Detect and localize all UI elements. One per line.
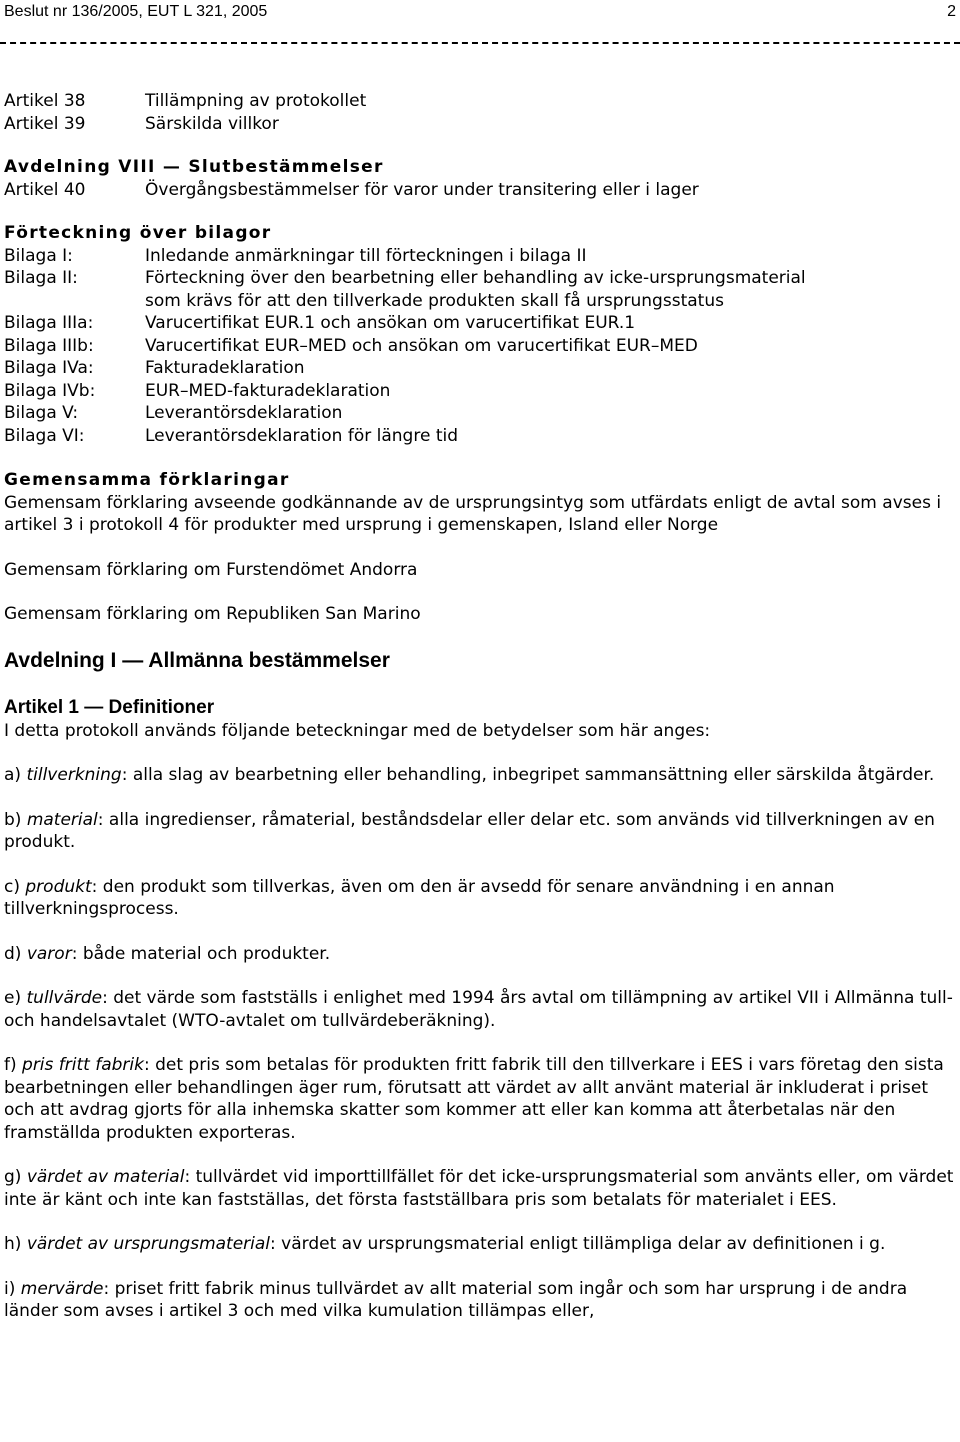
- annex-text-line: Förteckning över den bearbetning eller behandling av icke-ursprungsmaterial: [145, 268, 806, 288]
- toc-label: Artikel 38: [4, 91, 86, 111]
- toc-text: Särskilda villkor: [145, 113, 279, 134]
- definition-text: : alla slag av bearbetning eller behandling, inbegripet sammansättning eller särskilda åtgärder.: [121, 765, 935, 785]
- definition-term: värdet av material: [26, 1167, 185, 1187]
- document-body: [4, 90, 954, 1345]
- toc-row: [4, 113, 954, 136]
- definition-term: tullvärde: [26, 988, 103, 1008]
- definition-term: värdet av ursprungsmaterial: [26, 1234, 271, 1254]
- toc-row: [4, 179, 954, 202]
- annex-row: [4, 402, 954, 425]
- definition-item: [4, 1278, 954, 1323]
- toc-label: Artikel 39: [4, 113, 86, 134]
- definition-prefix: b): [4, 809, 27, 830]
- annex-label: Bilaga V:: [4, 403, 79, 423]
- definition-text: : värdet av ursprungsmaterial enligt tillämpliga delar av definitionen i g.: [270, 1234, 886, 1254]
- annex-text: Fakturadeklaration: [145, 358, 305, 378]
- definition-item: [4, 764, 954, 787]
- toc-row: [4, 90, 954, 113]
- part-heading: Avdelning I — Allmänna bestämmelser: [4, 648, 390, 672]
- header-divider: [0, 42, 960, 44]
- toc-label: Artikel 40: [4, 179, 86, 200]
- annex-text: Varucertifikat EUR.1 och ansökan om varucertifikat EUR.1: [145, 313, 636, 333]
- definition-text: : alla ingredienser, råmaterial, beståndsdelar eller delar etc. som används vid tillverkningen av en produkt.: [4, 809, 935, 852]
- definition-term: material: [26, 809, 98, 830]
- annex-row: [4, 335, 954, 358]
- page-header: [0, 0, 960, 30]
- annex-label: Bilaga IIIa:: [4, 313, 94, 333]
- definition-prefix: i): [4, 1278, 21, 1299]
- joint-declaration: Gemensam förklaring avseende godkännande av de ursprungsintyg som utfärdats enligt de avtal som avses i artikel 3 i protokoll 4 för produkter med ursprung i gemenskapen, Island eller Norge: [4, 492, 942, 535]
- annex-label: Bilaga IIIb:: [4, 335, 94, 356]
- annex-row: [4, 380, 954, 403]
- definition-text: : det pris som betalas för produkten fritt fabrik till den tillverkare i EES i vars företag den sista bearbetningen eller behandlingen äger rum, förutsatt att värdet av allt använt material är inkluderat i priset och att avdrag gjorts för alla inhemska skatter som kommer att eller kan komma att återbetalas när den framställda produkten exporteras.: [4, 1055, 944, 1143]
- annex-label: Bilaga IVa:: [4, 358, 94, 378]
- article-heading: Artikel 1 — Definitioner: [4, 696, 215, 718]
- annex-text: Inledande anmärkningar till förteckningen i bilaga II: [145, 245, 587, 266]
- section-8-title: Avdelning VIII — Slutbestämmelser: [4, 157, 384, 177]
- annex-text: [145, 267, 954, 312]
- definition-prefix: g): [4, 1167, 27, 1187]
- annex-list-title: Förteckning över bilagor: [4, 223, 272, 243]
- definition-item: [4, 1054, 954, 1144]
- annex-row: [4, 357, 954, 380]
- annex-text-line: som krävs för att den tillverkade produkten skall få ursprungsstatus: [145, 290, 724, 311]
- joint-declarations-title: Gemensamma förklaringar: [4, 470, 290, 490]
- definition-prefix: d): [4, 943, 27, 964]
- annex-label: Bilaga VI:: [4, 425, 85, 446]
- definition-term: varor: [26, 943, 72, 964]
- joint-declarations: [4, 469, 954, 626]
- definition-term: tillverkning: [26, 765, 122, 785]
- section-8: [4, 156, 954, 201]
- definition-text: : den produkt som tillverkas, även om den är avsedd för senare användning i en annan tillverkningsprocess.: [4, 876, 835, 919]
- annex-row: [4, 312, 954, 335]
- definition-text: : tullvärdet vid importtillfället för det icke-ursprungsmaterial som använts eller, om värdet inte är känt och inte kan fastställas, det första fastställbara pris som betalats för materialet i EES.: [4, 1167, 954, 1210]
- definition-term: pris fritt fabrik: [22, 1055, 144, 1075]
- definition-term: mervärde: [20, 1278, 104, 1299]
- definition-text: : det värde som fastställs i enlighet med 1994 års avtal om tillämpning av artikel VII i Allmänna tull- och handelsavtalet (WTO-avtalet om tullvärdeberäkning).: [4, 988, 953, 1031]
- definition-term: produkt: [25, 876, 92, 897]
- annex-text: Leverantörsdeklaration för längre tid: [145, 425, 458, 446]
- annex-label: Bilaga II:: [4, 268, 78, 288]
- annex-text: EUR–MED-fakturadeklaration: [145, 380, 391, 401]
- joint-declaration: Gemensam förklaring om Furstendömet Andorra: [4, 559, 418, 580]
- definition-text: : priset fritt fabrik minus tullvärdet av allt material som ingår och som har ursprung i de andra länder som avses i artikel 3 och med vilka kumulation tillämpas eller,: [4, 1278, 908, 1321]
- annex-label: Bilaga I:: [4, 245, 73, 266]
- definition-item: [4, 943, 954, 966]
- definition-prefix: c): [4, 876, 26, 897]
- document-reference: Beslut nr 136/2005, EUT L 321, 2005: [4, 3, 268, 20]
- definition-item: [4, 1233, 954, 1256]
- definition-item: [4, 876, 954, 921]
- articles-top: [4, 90, 954, 135]
- annex-row: [4, 267, 954, 312]
- joint-declaration: Gemensam förklaring om Republiken San Marino: [4, 604, 421, 624]
- definition-prefix: e): [4, 988, 27, 1008]
- definition-item: [4, 987, 954, 1032]
- annex-row: [4, 245, 954, 268]
- annex-text: Leverantörsdeklaration: [145, 403, 343, 423]
- definition-prefix: h): [4, 1234, 27, 1254]
- definition-prefix: a): [4, 765, 27, 785]
- article-intro: I detta protokoll används följande beteckningar med de betydelser som här anges:: [4, 720, 711, 741]
- page-number: 2: [947, 3, 956, 20]
- definition-prefix: f): [4, 1055, 23, 1075]
- definition-item: [4, 809, 954, 854]
- annex-text: Varucertifikat EUR–MED och ansökan om varucertifikat EUR–MED: [145, 335, 698, 356]
- toc-text: Tillämpning av protokollet: [145, 91, 367, 111]
- toc-text: Övergångsbestämmelser för varor under transitering eller i lager: [145, 179, 699, 200]
- annex-row: [4, 425, 954, 448]
- definition-item: [4, 1166, 954, 1211]
- definition-text: : både material och produkter.: [71, 943, 331, 964]
- annex-list: [4, 222, 954, 447]
- annex-label: Bilaga IVb:: [4, 380, 96, 401]
